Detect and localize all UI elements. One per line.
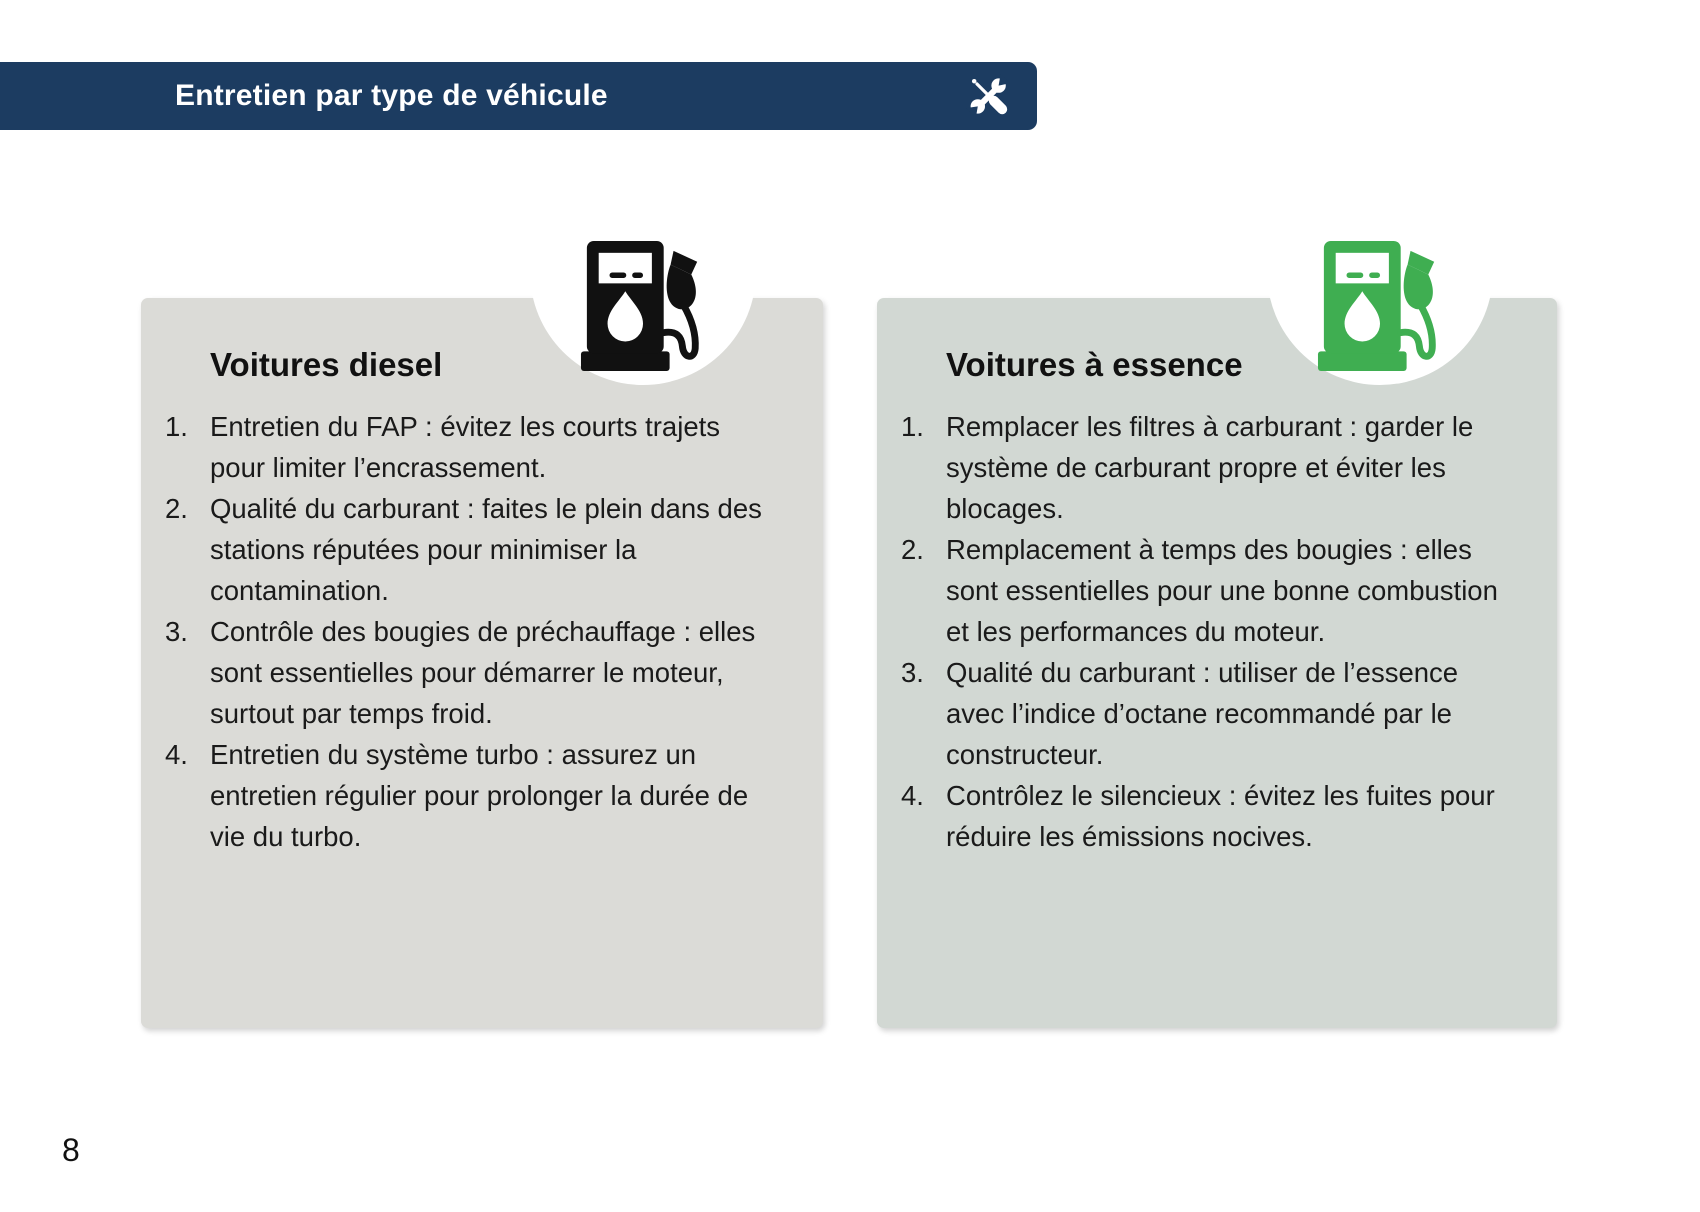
fuel-pump-icon [1316,241,1446,373]
diesel-card-title: Voitures diesel [210,346,443,383]
list-item: Contrôlez le silencieux : évitez les fuites pour réduire les émissions nocives. [946,780,1495,852]
tools-icon [965,72,1013,120]
header-bar [0,62,1037,130]
page-title: Entretien par type de véhicule [175,79,608,112]
list-item: Qualité du carburant : utiliser de l’essence avec l’indice d’octane recommandé par le constructeur. [946,657,1459,770]
list-item: Qualité du carburant : faites le plein dans des stations réputées pour minimiser la contamination. [210,493,762,606]
diesel-tips-list [210,406,767,857]
list-item: Remplacement à temps des bougies : elles sont essentielles pour une bonne combustion et les performances du moteur. [946,534,1498,647]
list-item: Remplacer les filtres à carburant : garder le système de carburant propre et éviter les blocages. [946,411,1474,524]
fuel-pump-icon [579,241,709,373]
essence-card-title: Voitures à essence [946,346,1243,383]
list-item: Contrôle des bougies de préchauffage : elles sont essentielles pour démarrer le moteur, surtout par temps froid. [210,616,756,729]
page-number: 8 [62,1132,80,1168]
list-item: Entretien du système turbo : assurez un entretien régulier pour prolonger la durée de vie du turbo. [210,739,749,852]
diesel-card [141,298,823,1028]
essence-card [877,298,1557,1028]
essence-tips-list [946,406,1501,857]
list-item: Entretien du FAP : évitez les courts trajets pour limiter l’encrassement. [210,411,721,483]
